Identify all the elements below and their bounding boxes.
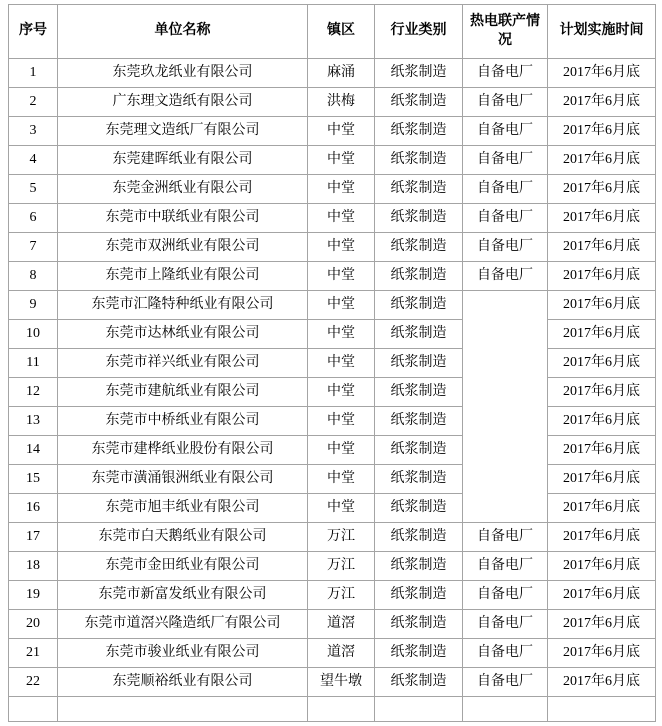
cell-time: 2017年6月底	[548, 581, 656, 610]
header-row	[9, 5, 656, 59]
cell-town: 中堂	[308, 494, 375, 523]
table-row	[9, 59, 656, 88]
cell-industry: 纸浆制造	[375, 523, 463, 552]
table-row	[9, 581, 656, 610]
cell-seq: 6	[9, 204, 58, 233]
cell-time: 2017年6月底	[548, 146, 656, 175]
cell-industry: 纸浆制造	[375, 88, 463, 117]
cell-town: 中堂	[308, 436, 375, 465]
table-body	[9, 59, 656, 722]
table-row	[9, 465, 656, 494]
cell-industry: 纸浆制造	[375, 552, 463, 581]
cell-town: 中堂	[308, 291, 375, 320]
cell-seq: 3	[9, 117, 58, 146]
cell-town: 中堂	[308, 349, 375, 378]
table-row	[9, 523, 656, 552]
cell-seq: 7	[9, 233, 58, 262]
cell-time: 2017年6月底	[548, 552, 656, 581]
table-row	[9, 117, 656, 146]
cell-seq: 12	[9, 378, 58, 407]
cell-industry: 纸浆制造	[375, 581, 463, 610]
cell-industry	[375, 697, 463, 722]
cell-time: 2017年6月底	[548, 436, 656, 465]
table-row	[9, 349, 656, 378]
cell-town: 万江	[308, 552, 375, 581]
cell-industry: 纸浆制造	[375, 233, 463, 262]
column-header-seq: 序号	[9, 5, 58, 59]
table-row	[9, 291, 656, 320]
cell-industry: 纸浆制造	[375, 204, 463, 233]
cell-seq: 20	[9, 610, 58, 639]
cell-town: 中堂	[308, 262, 375, 291]
table-row-partial	[9, 697, 656, 722]
cell-town: 中堂	[308, 233, 375, 262]
cell-time: 2017年6月底	[548, 639, 656, 668]
table-row	[9, 552, 656, 581]
cell-chp: 自备电厂	[463, 668, 548, 697]
cell-time: 2017年6月底	[548, 204, 656, 233]
cell-seq: 4	[9, 146, 58, 175]
cell-chp: 自备电厂	[463, 88, 548, 117]
cell-company-name: 东莞市旭丰纸业有限公司	[58, 494, 308, 523]
column-header-name: 单位名称	[58, 5, 308, 59]
cell-time: 2017年6月底	[548, 262, 656, 291]
cell-industry: 纸浆制造	[375, 494, 463, 523]
cell-chp: 自备电厂	[463, 117, 548, 146]
cell-chp: 自备电厂	[463, 262, 548, 291]
cell-seq: 18	[9, 552, 58, 581]
cell-chp	[463, 697, 548, 722]
cell-time: 2017年6月底	[548, 59, 656, 88]
cell-time: 2017年6月底	[548, 523, 656, 552]
cell-industry: 纸浆制造	[375, 639, 463, 668]
cell-company-name: 广东理文造纸有限公司	[58, 88, 308, 117]
cell-time: 2017年6月底	[548, 465, 656, 494]
cell-seq: 5	[9, 175, 58, 204]
table-row	[9, 639, 656, 668]
cell-seq: 2	[9, 88, 58, 117]
cell-seq: 14	[9, 436, 58, 465]
cell-company-name: 东莞玖龙纸业有限公司	[58, 59, 308, 88]
cell-company-name: 东莞市骏业纸业有限公司	[58, 639, 308, 668]
table-header	[9, 5, 656, 59]
cell-time: 2017年6月底	[548, 291, 656, 320]
column-header-town: 镇区	[308, 5, 375, 59]
table-row	[9, 146, 656, 175]
cell-industry: 纸浆制造	[375, 117, 463, 146]
cell-seq: 17	[9, 523, 58, 552]
cell-chp	[463, 291, 548, 523]
cell-company-name: 东莞市达林纸业有限公司	[58, 320, 308, 349]
cell-industry: 纸浆制造	[375, 349, 463, 378]
cell-industry: 纸浆制造	[375, 378, 463, 407]
cell-company-name: 东莞市汇隆特种纸业有限公司	[58, 291, 308, 320]
cell-chp: 自备电厂	[463, 610, 548, 639]
cell-town: 中堂	[308, 146, 375, 175]
cell-time: 2017年6月底	[548, 117, 656, 146]
cell-industry: 纸浆制造	[375, 262, 463, 291]
cell-town: 洪梅	[308, 88, 375, 117]
cell-time	[548, 697, 656, 722]
column-header-time: 计划实施时间	[548, 5, 656, 59]
cell-time: 2017年6月底	[548, 610, 656, 639]
cell-chp: 自备电厂	[463, 146, 548, 175]
cell-industry: 纸浆制造	[375, 407, 463, 436]
cell-seq: 9	[9, 291, 58, 320]
cell-seq: 16	[9, 494, 58, 523]
cell-company-name: 东莞理文造纸厂有限公司	[58, 117, 308, 146]
cell-town: 万江	[308, 581, 375, 610]
cell-town: 中堂	[308, 465, 375, 494]
cell-company-name	[58, 697, 308, 722]
cell-company-name: 东莞顺裕纸业有限公司	[58, 668, 308, 697]
table-row	[9, 407, 656, 436]
cell-town: 望牛墩	[308, 668, 375, 697]
table-row	[9, 320, 656, 349]
cell-industry: 纸浆制造	[375, 175, 463, 204]
cell-industry: 纸浆制造	[375, 668, 463, 697]
cell-seq	[9, 697, 58, 722]
enterprise-table	[8, 4, 656, 722]
cell-time: 2017年6月底	[548, 233, 656, 262]
cell-seq: 13	[9, 407, 58, 436]
cell-seq: 22	[9, 668, 58, 697]
cell-time: 2017年6月底	[548, 349, 656, 378]
cell-town: 万江	[308, 523, 375, 552]
cell-town: 中堂	[308, 407, 375, 436]
cell-industry: 纸浆制造	[375, 59, 463, 88]
table-row	[9, 378, 656, 407]
table-row	[9, 494, 656, 523]
cell-industry: 纸浆制造	[375, 436, 463, 465]
cell-company-name: 东莞金洲纸业有限公司	[58, 175, 308, 204]
cell-chp: 自备电厂	[463, 233, 548, 262]
cell-town: 麻涌	[308, 59, 375, 88]
table-row	[9, 262, 656, 291]
table-row	[9, 436, 656, 465]
cell-company-name: 东莞市建桦纸业股份有限公司	[58, 436, 308, 465]
cell-company-name: 东莞市建航纸业有限公司	[58, 378, 308, 407]
cell-company-name: 东莞市祥兴纸业有限公司	[58, 349, 308, 378]
cell-chp: 自备电厂	[463, 639, 548, 668]
cell-seq: 11	[9, 349, 58, 378]
cell-town: 道滘	[308, 639, 375, 668]
cell-time: 2017年6月底	[548, 668, 656, 697]
cell-company-name: 东莞市新富发纸业有限公司	[58, 581, 308, 610]
cell-chp: 自备电厂	[463, 59, 548, 88]
cell-seq: 1	[9, 59, 58, 88]
cell-time: 2017年6月底	[548, 88, 656, 117]
cell-chp: 自备电厂	[463, 523, 548, 552]
cell-seq: 21	[9, 639, 58, 668]
cell-company-name: 东莞建晖纸业有限公司	[58, 146, 308, 175]
cell-industry: 纸浆制造	[375, 146, 463, 175]
cell-seq: 15	[9, 465, 58, 494]
cell-industry: 纸浆制造	[375, 291, 463, 320]
cell-seq: 19	[9, 581, 58, 610]
cell-chp: 自备电厂	[463, 175, 548, 204]
cell-town: 中堂	[308, 204, 375, 233]
cell-town: 中堂	[308, 378, 375, 407]
cell-chp: 自备电厂	[463, 581, 548, 610]
cell-town: 道滘	[308, 610, 375, 639]
cell-town	[308, 697, 375, 722]
cell-town: 中堂	[308, 320, 375, 349]
cell-chp: 自备电厂	[463, 552, 548, 581]
table-row	[9, 610, 656, 639]
cell-company-name: 东莞市金田纸业有限公司	[58, 552, 308, 581]
cell-company-name: 东莞市上隆纸业有限公司	[58, 262, 308, 291]
cell-company-name: 东莞市白天鹅纸业有限公司	[58, 523, 308, 552]
cell-time: 2017年6月底	[548, 407, 656, 436]
cell-time: 2017年6月底	[548, 175, 656, 204]
column-header-industry: 行业类别	[375, 5, 463, 59]
cell-industry: 纸浆制造	[375, 610, 463, 639]
cell-seq: 8	[9, 262, 58, 291]
cell-industry: 纸浆制造	[375, 465, 463, 494]
cell-company-name: 东莞市双洲纸业有限公司	[58, 233, 308, 262]
cell-chp: 自备电厂	[463, 204, 548, 233]
table-row	[9, 175, 656, 204]
table-row	[9, 204, 656, 233]
cell-town: 中堂	[308, 117, 375, 146]
cell-town: 中堂	[308, 175, 375, 204]
table-row	[9, 668, 656, 697]
column-header-chp: 热电联产情况	[463, 5, 548, 59]
cell-time: 2017年6月底	[548, 320, 656, 349]
cell-seq: 10	[9, 320, 58, 349]
cell-company-name: 东莞市道滘兴隆造纸厂有限公司	[58, 610, 308, 639]
cell-company-name: 东莞市中联纸业有限公司	[58, 204, 308, 233]
cell-industry: 纸浆制造	[375, 320, 463, 349]
cell-company-name: 东莞市潢涌银洲纸业有限公司	[58, 465, 308, 494]
table-row	[9, 88, 656, 117]
cell-time: 2017年6月底	[548, 494, 656, 523]
table-row	[9, 233, 656, 262]
cell-time: 2017年6月底	[548, 378, 656, 407]
cell-company-name: 东莞市中桥纸业有限公司	[58, 407, 308, 436]
